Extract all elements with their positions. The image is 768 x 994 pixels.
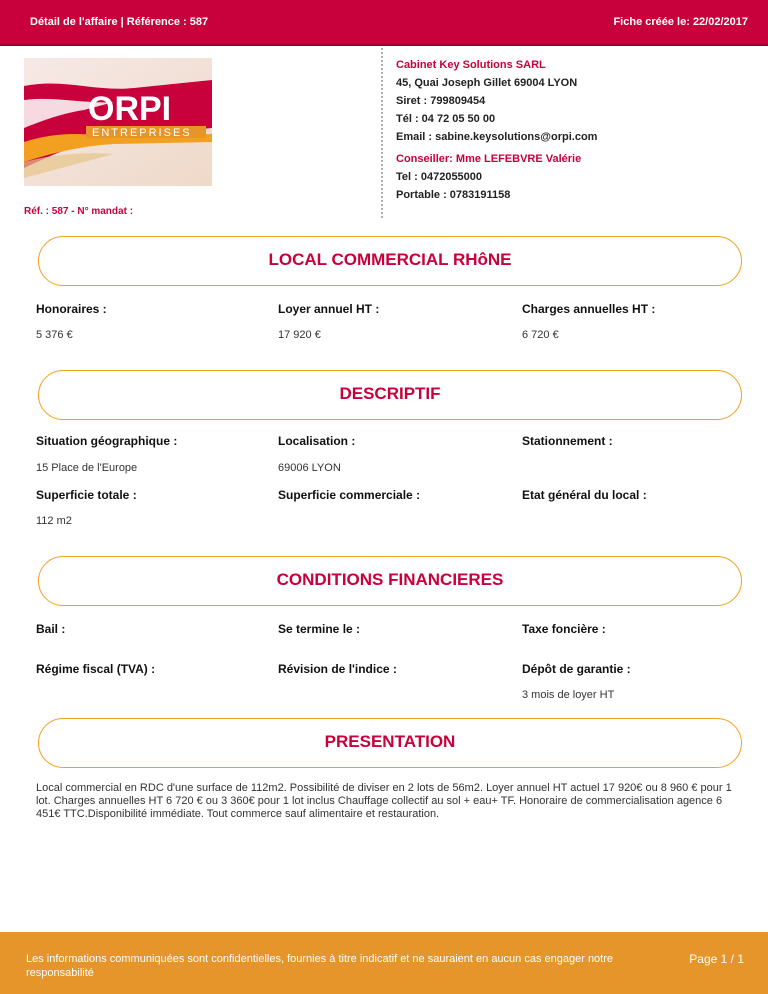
cabinet-siret: Siret : 799809454 bbox=[396, 95, 486, 107]
localisation-label: Localisation : bbox=[278, 434, 356, 448]
loyer-label: Loyer annuel HT : bbox=[278, 302, 380, 316]
presentation-text: Local commercial en RDC d'une surface de 112m2. Possibilité de diviser en 2 lots de 56m2. Loyer annuel HT actuel 17 920€ ou 8 960 € pour 1 lot. Charges annuelles HT 6 720 € ou 3 360€ pour 1 lot inclus Chauffage collectif au sol + eau+ TF. Honoraire de commercialisation agence 6 451€ TTC.Disponibilité immédiate. Tout commerce sauf alimentaire et restauration. bbox=[36, 782, 732, 820]
page-title: LOCAL COMMERCIAL RHôNE bbox=[268, 250, 512, 269]
conseiller-name: Conseiller: Mme LEFEBVRE Valérie bbox=[396, 153, 582, 165]
situation-value: 15 Place de l'Europe bbox=[36, 462, 138, 474]
header-reference: Détail de l'affaire | Référence : 587 bbox=[30, 16, 209, 28]
section-title-box bbox=[38, 236, 742, 286]
cabinet-email[interactable]: Email : sabine.keysolutions@orpi.com bbox=[396, 131, 598, 143]
contact-separator bbox=[381, 48, 383, 218]
footer-disclaimer: Les informations communiquées sont confidentielles, fournies à titre indicatif et ne sauraient en aucun cas engager notre responsabilité bbox=[26, 953, 614, 979]
conseiller-phone: Tel : 0472055000 bbox=[396, 171, 483, 183]
superficie-value: 112 m2 bbox=[36, 515, 72, 527]
charges-label: Charges annuelles HT : bbox=[522, 302, 656, 316]
revision-indice-label: Révision de l'indice : bbox=[278, 662, 397, 676]
situation-label: Situation géographique : bbox=[36, 434, 178, 448]
header-created-date: Fiche créée le: 22/02/2017 bbox=[613, 16, 748, 28]
logo-subtitle: ENTREPRISES bbox=[92, 127, 192, 139]
cabinet-phone: Tél : 04 72 05 50 00 bbox=[396, 113, 496, 125]
orpi-logo bbox=[24, 58, 212, 186]
termine-label: Se termine le : bbox=[278, 622, 361, 636]
footer-bar bbox=[0, 932, 768, 994]
superficie-commerciale-label: Superficie commerciale : bbox=[278, 488, 421, 502]
charges-value: 6 720 € bbox=[522, 329, 559, 341]
honoraires-value: 5 376 € bbox=[36, 329, 73, 341]
cabinet-info bbox=[396, 56, 597, 146]
conseiller-mobile: Portable : 0783191158 bbox=[396, 189, 511, 201]
etat-label: Etat général du local : bbox=[522, 488, 647, 502]
section-descriptif-box bbox=[38, 370, 742, 420]
regime-fiscal-label: Régime fiscal (TVA) : bbox=[36, 662, 156, 676]
section-presentation-title: PRESENTATION bbox=[324, 732, 456, 751]
stationnement-label: Stationnement : bbox=[522, 434, 613, 448]
mandat-reference: Réf. : 587 - N° mandat : bbox=[24, 206, 134, 217]
cabinet-address: 45, Quai Joseph Gillet 69004 LYON bbox=[396, 77, 578, 89]
page-number: Page 1 / 1 bbox=[689, 952, 744, 966]
taxe-fonciere-label: Taxe foncière : bbox=[522, 622, 606, 636]
depot-garantie-value: 3 mois de loyer HT bbox=[522, 689, 615, 701]
section-conditions-title: CONDITIONS FINANCIERES bbox=[276, 570, 504, 589]
section-descriptif-title: DESCRIPTIF bbox=[339, 384, 441, 403]
section-presentation-box bbox=[38, 718, 742, 768]
conseiller-info bbox=[396, 150, 581, 204]
superficie-label: Superficie totale : bbox=[36, 488, 137, 502]
loyer-value: 17 920 € bbox=[278, 329, 321, 341]
localisation-value: 69006 LYON bbox=[278, 462, 341, 474]
bail-label: Bail : bbox=[36, 622, 66, 636]
cabinet-name: Cabinet Key Solutions SARL bbox=[396, 59, 546, 71]
logo-brand: ORPI bbox=[88, 90, 172, 128]
honoraires-label: Honoraires : bbox=[36, 302, 107, 316]
header-bar bbox=[0, 0, 768, 46]
depot-garantie-label: Dépôt de garantie : bbox=[522, 662, 631, 676]
section-conditions-box bbox=[38, 556, 742, 606]
